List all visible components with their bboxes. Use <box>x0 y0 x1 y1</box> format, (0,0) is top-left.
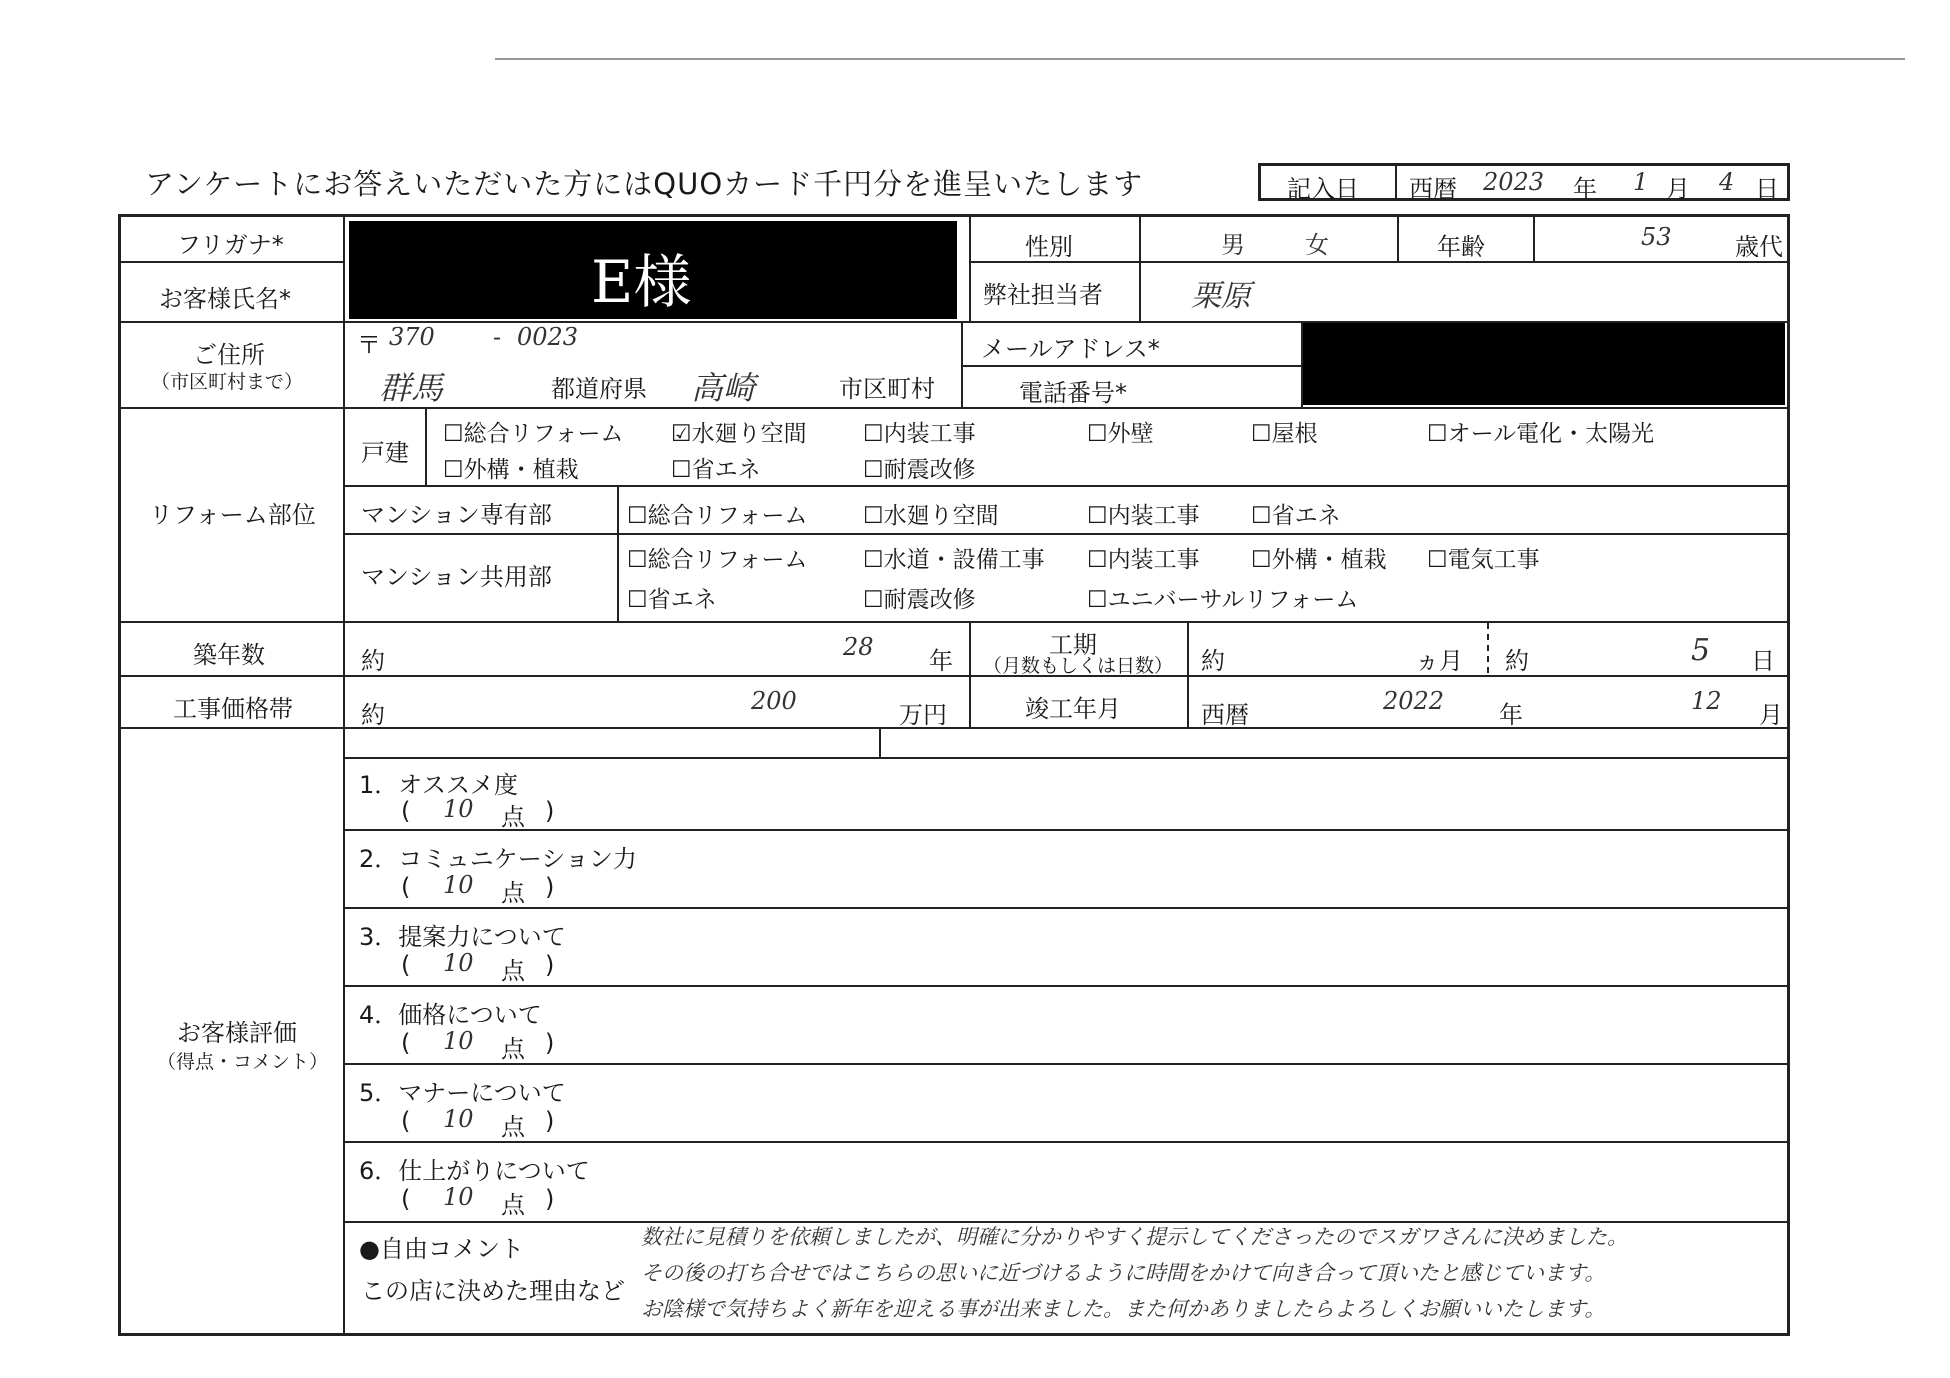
top-rule <box>495 58 1905 60</box>
building-age-label: 築年数 <box>193 641 265 669</box>
question-1-paren-close: ) <box>545 797 555 825</box>
question-3-score[interactable]: 10 <box>443 949 474 977</box>
house-option-interior[interactable]: ☐内装工事 <box>863 421 976 447</box>
address-sub-label: （市区町村まで） <box>151 371 304 393</box>
house-option-water-area[interactable]: ☑水廻り空間 <box>671 421 807 447</box>
question-1-title: 1．オススメ度 <box>359 771 519 799</box>
date-year-unit: 年 <box>1573 175 1597 203</box>
date-day-value[interactable]: 4 <box>1719 168 1735 196</box>
question-2-paren-close: ) <box>545 873 555 901</box>
mansion-common-option-seismic[interactable]: ☐耐震改修 <box>863 587 976 613</box>
reform-label: リフォーム部位 <box>149 501 316 529</box>
date-label: 記入日 <box>1287 175 1359 203</box>
survey-form <box>118 214 1790 1336</box>
question-1-paren-open: ( <box>401 797 411 825</box>
comment-line-2[interactable]: その後の打ち合せではこちらの思いに近づけるように時間をかけて向き合って頂いたと感じています。 <box>641 1261 1606 1285</box>
age-value[interactable]: 53 <box>1641 223 1672 251</box>
question-4-score[interactable]: 10 <box>443 1027 474 1055</box>
postal-code-second[interactable]: 0023 <box>517 323 579 351</box>
mansion-private-label: マンション専有部 <box>361 501 552 529</box>
rule <box>121 407 1787 409</box>
mansion-common-option-landscaping[interactable]: ☐外構・植栽 <box>1251 547 1387 573</box>
furigana-label: フリガナ* <box>177 231 284 259</box>
question-5-paren-close: ) <box>545 1107 555 1135</box>
price-value[interactable]: 200 <box>751 687 797 715</box>
completion-label: 竣工年月 <box>1025 695 1121 723</box>
rule <box>343 533 1787 535</box>
rule <box>343 757 1787 759</box>
question-6-point-unit: 点 <box>501 1191 525 1219</box>
rule <box>961 365 1301 367</box>
mansion-common-option-total-reform[interactable]: ☐総合リフォーム <box>627 547 808 573</box>
question-2-title: 2．コミュニケーション力 <box>359 845 637 873</box>
city-unit: 市区町村 <box>839 375 935 403</box>
mansion-private-option-interior[interactable]: ☐内装工事 <box>1087 503 1200 529</box>
date-era-label: 西暦 <box>1409 175 1457 203</box>
reason-label: この店に決めた理由など <box>361 1277 625 1305</box>
house-option-energy-saving[interactable]: ☐省エネ <box>671 457 761 483</box>
rule <box>343 1063 1787 1065</box>
question-3-point-unit: 点 <box>501 957 525 985</box>
rule <box>343 985 1787 987</box>
age-label: 年齢 <box>1437 233 1485 261</box>
prefecture-unit: 都道府県 <box>551 375 647 403</box>
postal-mark: 〒 <box>357 331 381 359</box>
mansion-common-option-electrical[interactable]: ☐電気工事 <box>1427 547 1540 573</box>
rule <box>343 485 1787 487</box>
date-divider <box>1395 166 1397 198</box>
question-6-paren-close: ) <box>545 1185 555 1213</box>
mansion-private-option-energy-saving[interactable]: ☐省エネ <box>1251 503 1341 529</box>
house-option-exterior-wall[interactable]: ☐外壁 <box>1087 421 1154 447</box>
price-approx: 約 <box>361 701 385 729</box>
redacted-contact-area <box>1303 323 1785 405</box>
question-1-score[interactable]: 10 <box>443 795 474 823</box>
rule <box>1139 217 1141 321</box>
phone-label: 電話番号* <box>1019 379 1127 407</box>
city-value[interactable]: 高崎 <box>691 369 756 407</box>
staff-value[interactable]: 栗原 <box>1191 279 1251 314</box>
rule <box>343 217 345 1333</box>
house-label: 戸建 <box>361 439 409 467</box>
mansion-common-option-universal[interactable]: ☐ユニバーサルリフォーム <box>1087 587 1359 613</box>
rule <box>969 217 971 321</box>
question-5-title: 5．マナーについて <box>359 1079 566 1107</box>
gender-label: 性別 <box>1025 233 1073 261</box>
building-age-approx: 約 <box>361 647 385 675</box>
question-6-title: 6．仕上がりについて <box>359 1157 590 1185</box>
question-2-point-unit: 点 <box>501 879 525 907</box>
rule <box>1187 621 1189 727</box>
house-option-landscaping[interactable]: ☐外構・植栽 <box>443 457 579 483</box>
question-5-score[interactable]: 10 <box>443 1105 474 1133</box>
question-3-paren-open: ( <box>401 951 411 979</box>
address-label: ご住所 <box>193 341 265 369</box>
question-4-title: 4．価格について <box>359 1001 542 1029</box>
date-year-value[interactable]: 2023 <box>1483 168 1545 196</box>
gender-option-male[interactable]: 男 <box>1221 231 1245 259</box>
house-option-seismic[interactable]: ☐耐震改修 <box>863 457 976 483</box>
customer-name-label: お客様氏名* <box>159 285 291 313</box>
house-option-roof[interactable]: ☐屋根 <box>1251 421 1318 447</box>
postal-dash: - <box>493 323 502 351</box>
completion-month-unit: 月 <box>1759 701 1783 729</box>
completion-year-value[interactable]: 2022 <box>1383 687 1445 715</box>
mansion-private-option-water-area[interactable]: ☐水廻り空間 <box>863 503 999 529</box>
period-month-unit: ヵ月 <box>1415 647 1463 675</box>
date-month-unit: 月 <box>1666 175 1690 203</box>
rule <box>969 621 971 727</box>
question-2-score[interactable]: 10 <box>443 871 474 899</box>
construction-period-label: 工期 <box>1049 631 1097 659</box>
date-day-unit: 日 <box>1755 175 1779 203</box>
question-3-paren-close: ) <box>545 951 555 979</box>
house-option-total-reform[interactable]: ☐総合リフォーム <box>443 421 624 447</box>
comment-line-3[interactable]: お陰様で気持ちよく新年を迎える事が出来ました。また何かありましたらよろしくお願いいたします。 <box>641 1297 1606 1321</box>
rule <box>879 727 881 757</box>
question-6-score[interactable]: 10 <box>443 1183 474 1211</box>
completion-era: 西暦 <box>1201 701 1249 729</box>
question-2-paren-open: ( <box>401 873 411 901</box>
rule <box>121 621 1787 623</box>
evaluation-label: お客様評価 <box>177 1019 297 1047</box>
gender-option-female[interactable]: 女 <box>1305 231 1329 259</box>
rule <box>425 407 427 485</box>
building-age-value[interactable]: 28 <box>843 633 874 661</box>
customer-name-value[interactable]: E様 <box>591 248 692 316</box>
rule <box>1397 217 1399 261</box>
price-unit: 万円 <box>899 701 947 729</box>
question-5-paren-open: ( <box>401 1107 411 1135</box>
rule <box>1487 623 1489 673</box>
question-4-point-unit: 点 <box>501 1035 525 1063</box>
question-3-title: 3．提案力について <box>359 923 566 951</box>
rule <box>121 261 343 263</box>
period-day-approx: 約 <box>1505 647 1529 675</box>
price-range-label: 工事価格帯 <box>173 695 293 723</box>
question-4-paren-open: ( <box>401 1029 411 1057</box>
question-1-point-unit: 点 <box>501 803 525 831</box>
survey-title: アンケートにお答えいただいた方にはQUOカード千円分を進呈いたします <box>145 167 1144 201</box>
mansion-common-option-energy-saving[interactable]: ☐省エネ <box>627 587 717 613</box>
rule <box>961 321 963 407</box>
free-comment-label: ●自由コメント <box>359 1235 524 1263</box>
completion-year-unit: 年 <box>1499 701 1523 729</box>
rule <box>1533 217 1535 261</box>
postal-code-first[interactable]: 370 <box>389 323 435 351</box>
staff-label: 弊社担当者 <box>983 281 1103 309</box>
mansion-common-label: マンション共用部 <box>361 563 552 591</box>
question-4-paren-close: ) <box>545 1029 555 1057</box>
date-month-value[interactable]: 1 <box>1633 168 1649 196</box>
rule <box>343 1141 1787 1143</box>
building-age-unit: 年 <box>929 647 953 675</box>
mansion-common-option-plumbing[interactable]: ☐水道・設備工事 <box>863 547 1045 573</box>
email-label: メールアドレス* <box>981 335 1160 363</box>
period-month-approx: 約 <box>1201 647 1225 675</box>
rule <box>969 261 1787 263</box>
mansion-private-option-total-reform[interactable]: ☐総合リフォーム <box>627 503 808 529</box>
mansion-common-option-interior[interactable]: ☐内装工事 <box>1087 547 1200 573</box>
question-5-point-unit: 点 <box>501 1113 525 1141</box>
rule <box>343 907 1787 909</box>
completion-month-value[interactable]: 12 <box>1691 687 1722 715</box>
entry-date-box <box>1258 163 1790 201</box>
house-option-all-electric-solar[interactable]: ☐オール電化・太陽光 <box>1427 421 1655 447</box>
rule <box>343 829 1787 831</box>
period-day-unit: 日 <box>1751 647 1775 675</box>
comment-line-1[interactable]: 数社に見積りを依頼しましたが、明確に分かりやすく提示してくださったのでスガワさんに決めました。 <box>641 1225 1628 1249</box>
construction-period-sub: （月数もしくは日数） <box>983 655 1174 677</box>
question-6-paren-open: ( <box>401 1185 411 1213</box>
prefecture-value[interactable]: 群馬 <box>379 369 444 407</box>
age-unit: 歳代 <box>1735 233 1783 261</box>
rule <box>617 485 619 621</box>
evaluation-sub-label: （得点・コメント） <box>157 1051 329 1073</box>
period-day-value[interactable]: 5 <box>1691 633 1711 668</box>
